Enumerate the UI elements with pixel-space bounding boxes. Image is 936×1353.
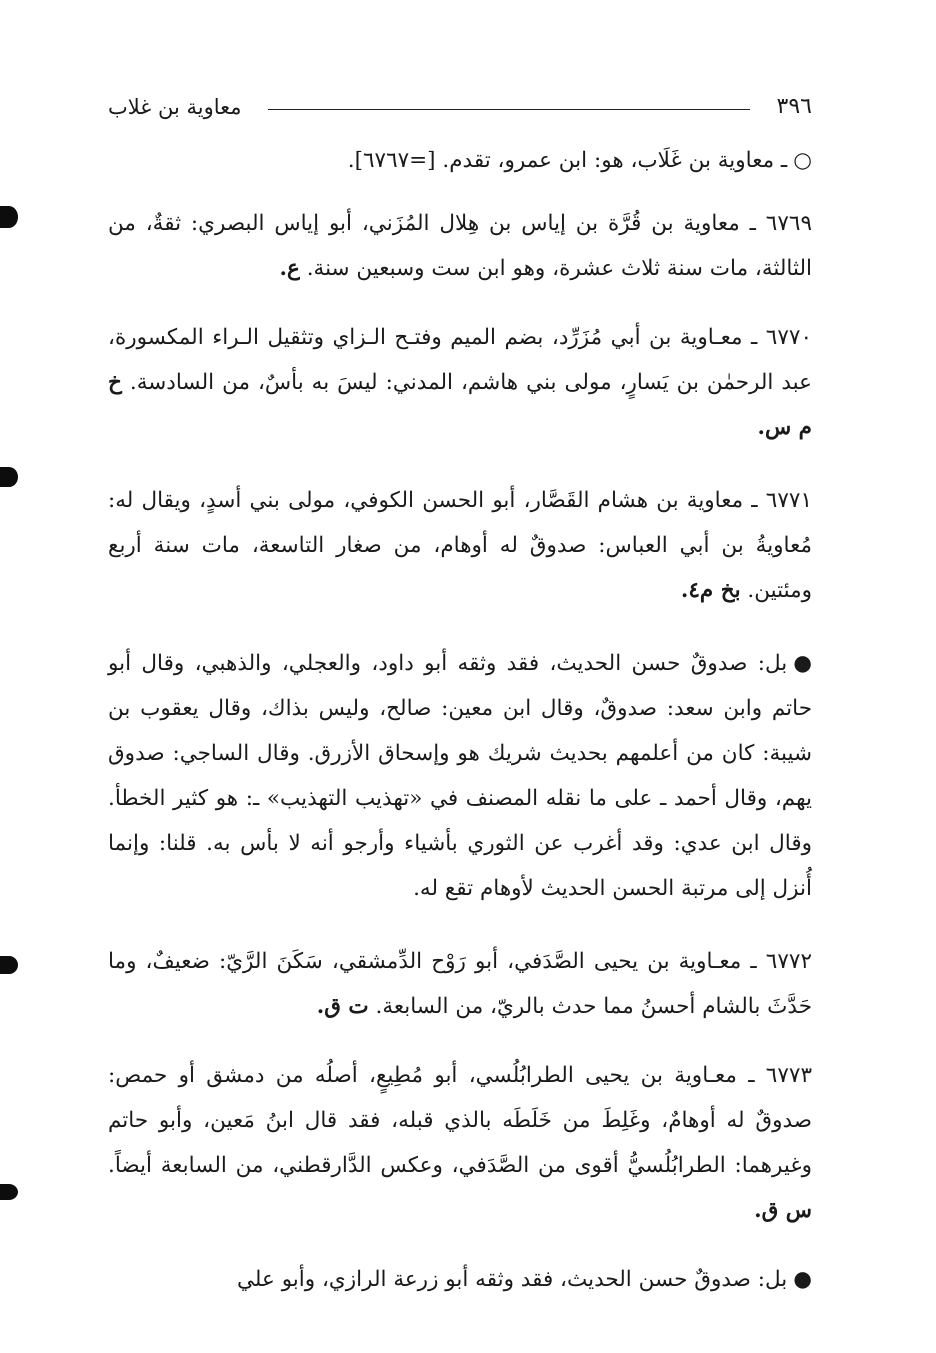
entry-text: ـ معاوية بن غَلَاب، هو: ابن عمرو، تقدم. [=٦٧٦٧]. bbox=[347, 148, 788, 173]
cross-reference-entry bbox=[108, 138, 812, 183]
commentary-text: بل: صدوقٌ حسن الحديث، فقد وثقه أبو زرعة الرازي، وأبو علي bbox=[237, 1267, 788, 1292]
page-header bbox=[108, 92, 812, 126]
running-title: معاوية بن غلاب bbox=[108, 95, 242, 119]
entry-text: ٦٧٧٢ ـ معـاوية بن يحيى الصَّدَفي، أبو رَوْح الدِّمشقي، سَكَنَ الرَّيّ: ضعيفٌ، وما حَدَّثَ بالشام أحسنُ مما حدث بالريّ، من السابعة. bbox=[108, 949, 812, 1019]
scan-margin-mark bbox=[0, 1184, 18, 1200]
entry-siglum: ت ق. bbox=[316, 994, 369, 1019]
commentary-text: بل: صدوقٌ حسن الحديث، فقد وثقه أبو داود، والعجلي، والذهبي، وقال أبو حاتم وابن سعد: صدوقٌ، وقال ابن معين: صالح، وليس بذاك، وقال يعقوب بن شيبة: كان من أعلمهم بحديث شريك هو وإسحاق الأزرق. وقال الساجي: صدوق يهم، وقال أحمد ـ على ما نقله المصنف في «تهذيب التهذيب» ـ: هو كثير الخطأ. وقال ابن عدي: وقد أغرب عن الثوري بأشياء وأرجو أنه لا بأس به. قلنا: وإنما أُنزل إلى مرتبة الحسن الحديث لأوهام تقع له. bbox=[108, 651, 812, 901]
hollow-circle-icon: ○ bbox=[793, 148, 812, 173]
filled-circle-icon: ● bbox=[793, 1267, 812, 1292]
entry-text: ٦٧٧١ ـ معاوية بن هشام القَصَّار، أبو الحسن الكوفي، مولى بني أسدٍ، ويقال له: مُعاويةُ بن أبي العباس: صدوقٌ له أوهام، من صغار التاسعة، مات سنة أربع ومئتين. bbox=[108, 488, 812, 603]
entry-6772 bbox=[108, 939, 812, 1029]
filled-circle-icon: ● bbox=[793, 651, 812, 676]
entry-text: ٦٧٦٩ ـ معاوية بن قُرَّة بن إياس بن هِلال المُزَني، أبو إياس البصري: ثقةٌ، من الثالثة، مات سنة ثلاث عشرة، وهو ابن ست وسبعين سنة. bbox=[108, 211, 812, 281]
entry-siglum: س ق. bbox=[754, 1198, 812, 1223]
scan-margin-mark bbox=[0, 956, 18, 974]
entry-siglum: بخ م٤. bbox=[680, 578, 741, 603]
entry-siglum: ع. bbox=[279, 256, 300, 281]
commentary-6771 bbox=[108, 641, 812, 911]
entry-siglum: خ م س. bbox=[108, 370, 812, 440]
entry-6770 bbox=[108, 315, 812, 450]
page-body bbox=[108, 138, 812, 1302]
header-rule bbox=[268, 109, 750, 110]
entry-text: ٦٧٧٣ ـ معـاوية بن يحيى الطرابُلُسي، أبو مُطِيعٍ، أصلُه من دمشق أو حمص: صدوقٌ له أوهامٌ، وغَلِطَ من خَلَطَه بالذي قبله، فقد قال ابنُ مَعين، وأبو حاتم وغيرهما: الطرابُلُسيُّ أقوى من الصَّدَفي، وعكس الدَّارقطني، من السابعة أيضاً. bbox=[108, 1063, 812, 1178]
entry-6771 bbox=[108, 478, 812, 613]
entry-text: ٦٧٧٠ ـ معـاوية بن أبي مُزَرِّد، بضم الميم وفتـح الـزاي وتثقيل الـراء المكسورة، عبد الرحمٰن بن يَسارٍ، مولى بني هاشم، المدني: ليسَ به بأسٌ، من السادسة. bbox=[108, 325, 813, 395]
entry-6773 bbox=[108, 1053, 812, 1233]
commentary-6773 bbox=[108, 1257, 812, 1302]
entry-6769 bbox=[108, 201, 812, 291]
scan-margin-mark bbox=[0, 467, 18, 487]
scan-margin-mark bbox=[0, 206, 18, 228]
page-number: ٣٩٦ bbox=[776, 94, 812, 119]
